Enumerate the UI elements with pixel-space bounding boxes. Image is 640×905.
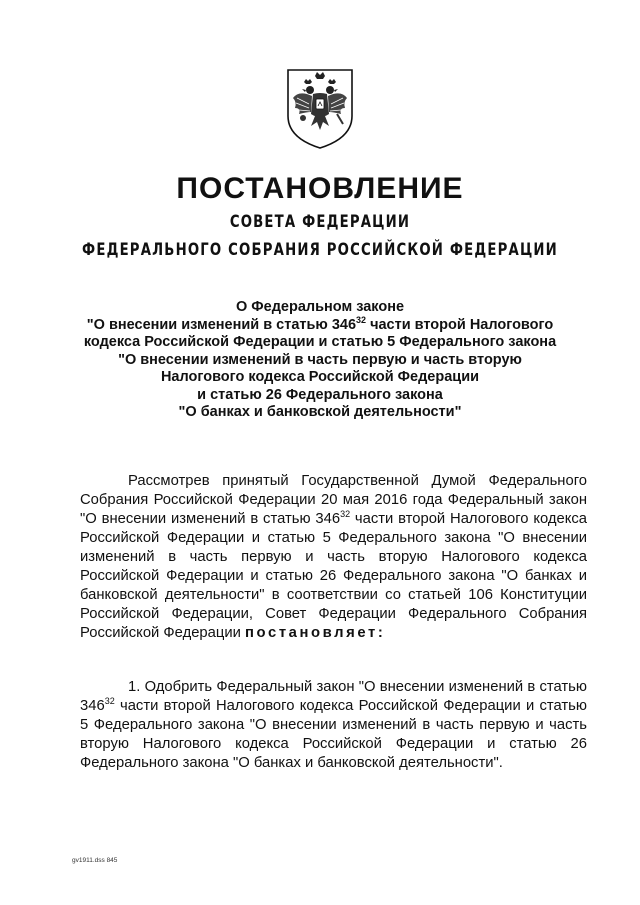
footer-document-code: gv1911.dss 845: [72, 857, 118, 864]
subtitle-line-1: СОВЕТА ФЕДЕРАЦИИ: [229, 212, 411, 232]
body-paragraph-2: [80, 678, 587, 773]
law-heading-line-2: [60, 314, 580, 335]
law-heading-line-1: О Федеральном законе: [235, 299, 405, 315]
law-heading-line-5: Налогового кодекса Российской Федерации: [160, 369, 480, 385]
subtitle-line-2: ФЕДЕРАЛЬНОГО СОБРАНИЯ РОССИЙСКОЙ ФЕДЕРАЦИИ: [82, 240, 558, 260]
law-heading-line-2-post: части второй Налогового: [366, 316, 554, 333]
resolve-word: постановляет:: [245, 625, 386, 641]
law-heading-line-2-pre: "О внесении изменений в статью 346: [86, 316, 357, 333]
law-heading-line-6: и статью 26 Федерального закона: [197, 386, 443, 403]
body-paragraph-1: [80, 472, 587, 643]
para2-superscript: 32: [104, 696, 115, 706]
article-superscript: 32: [356, 314, 367, 325]
law-heading: [60, 299, 580, 422]
law-heading-line-7: "О банках и банковской деятельности": [178, 404, 462, 420]
para2-text-b: части второй Налогового кодекса Российской Федерации и статью 5 Федерального закона "О внесении изменений в часть первую и часть вторую Налогового кодекса Российской Федерации и статью 26 Федерального закона "О банках и банковской деятельности".: [80, 698, 587, 771]
page-title: ПОСТАНОВЛЕНИЕ: [176, 172, 464, 205]
law-heading-line-3: кодекса Российской Федерации и статью 5 Федерального закона: [83, 334, 557, 350]
law-heading-line-4: "О внесении изменений в часть первую и часть вторую: [118, 351, 522, 368]
para2-text-a: 1. Одобрить Федеральный закон "О внесении изменений в статью 346: [80, 679, 587, 714]
russian-coat-of-arms-icon: [285, 68, 355, 150]
para1-superscript: 32: [340, 509, 351, 519]
para1-text-b: части второй Налогового кодекса Российской Федерации и статью 5 Федерального закона "О внесении изменений в часть первую и часть вторую Налогового кодекса Российской Федерации и статью 26 Федерального закона "О банках и банковской деятельности" в соответствии со статьей 106 Конституции Российской Федерации, Совет Федерации Федерального Собрания Российской Федерации: [80, 511, 587, 641]
para1-text-a: Рассмотрев принятый Государственной Думой Федерального Собрания Российской Федерации 20 мая 2016 года Федеральный закон "О внесении изменений в статью 346: [80, 473, 587, 527]
